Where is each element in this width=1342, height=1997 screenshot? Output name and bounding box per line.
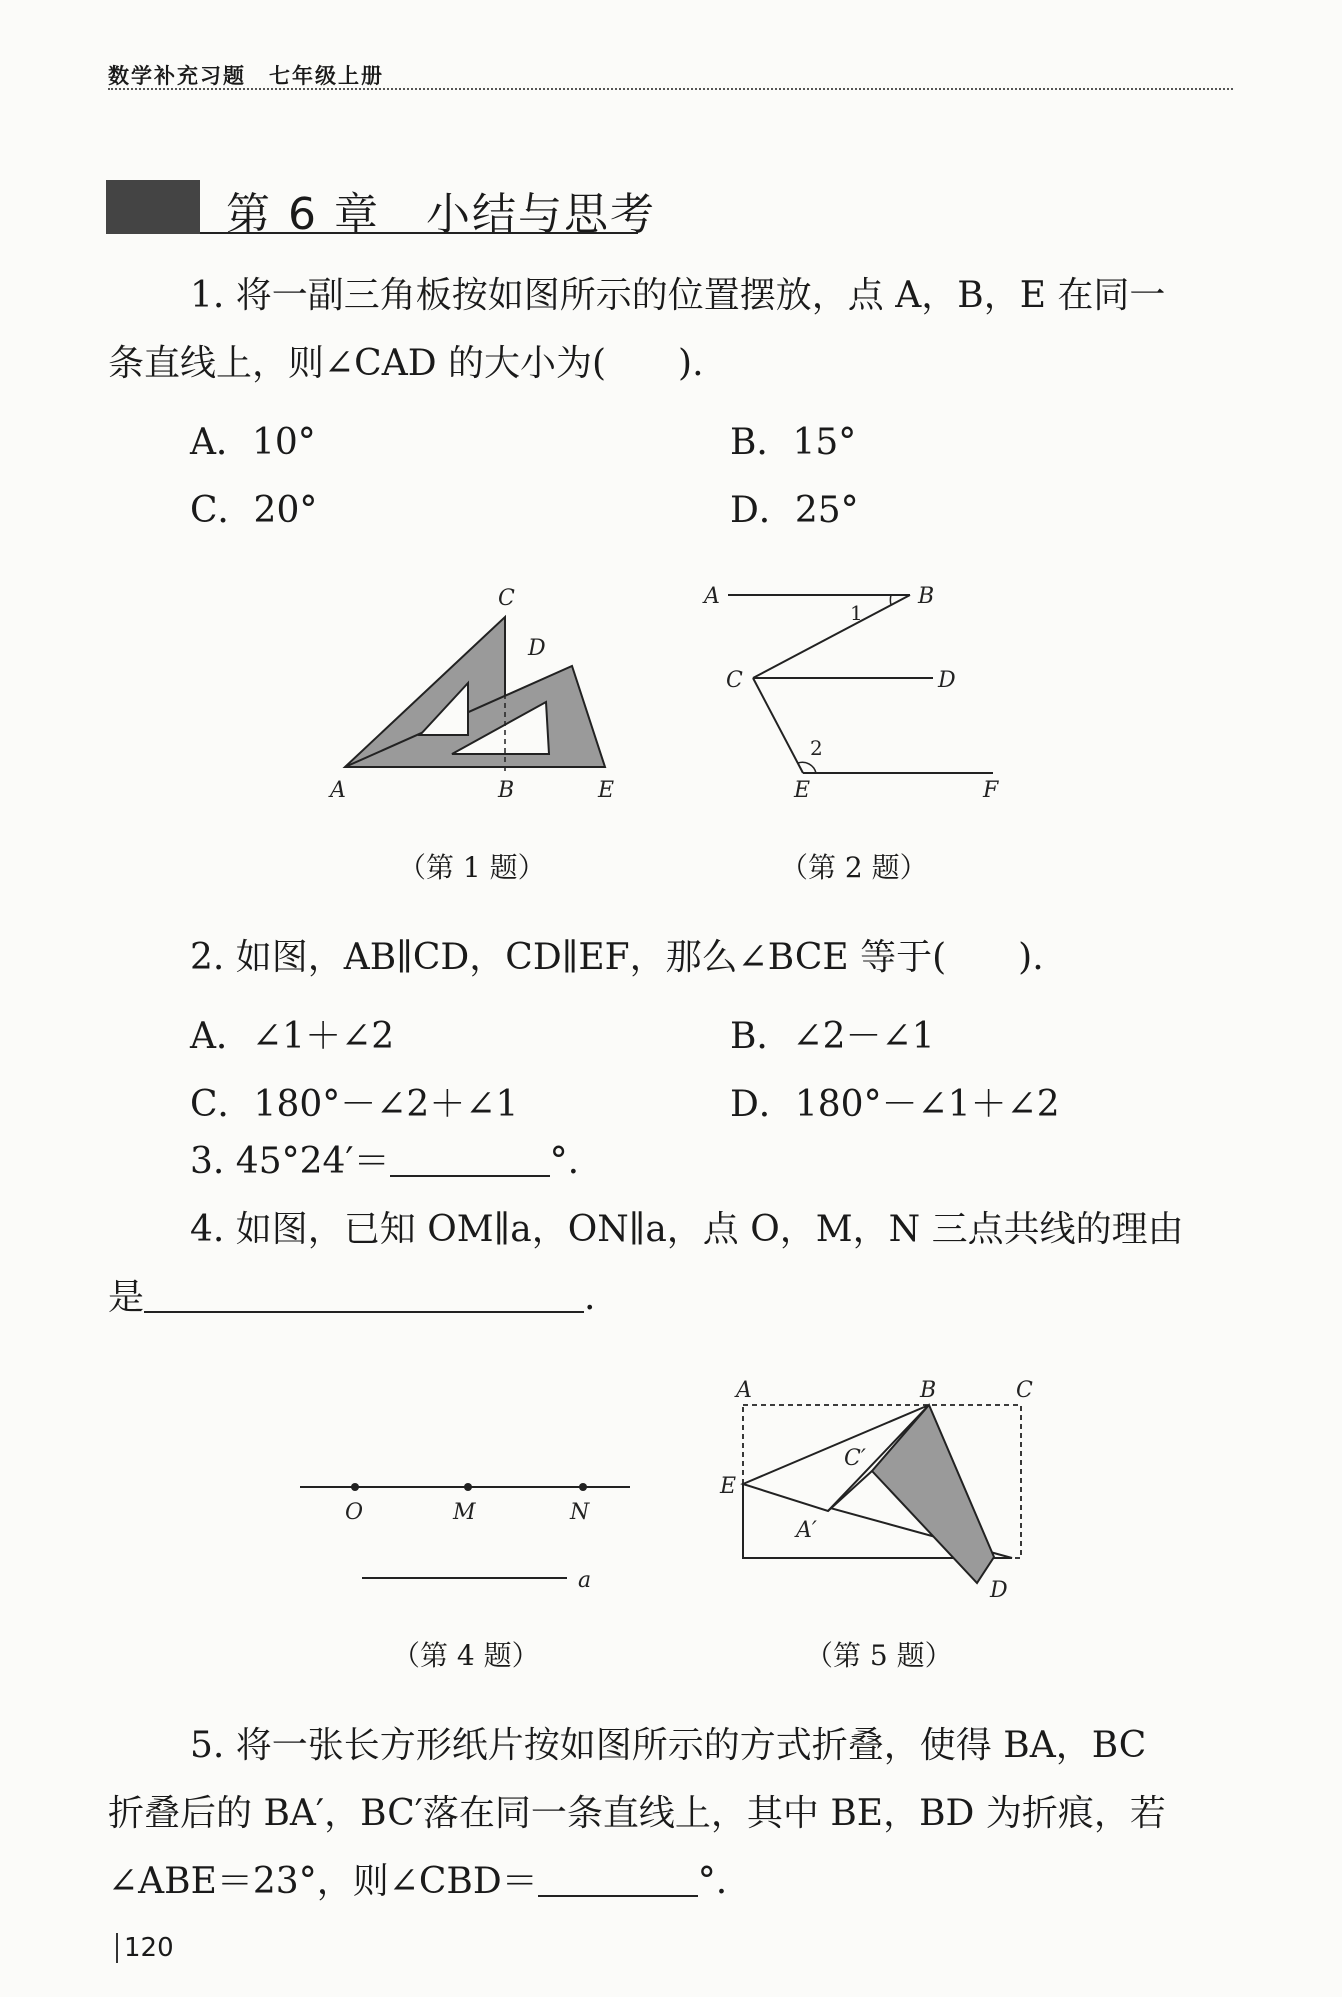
q3-answer-blank[interactable] <box>390 1145 550 1177</box>
fig2-label-e: E <box>794 778 811 803</box>
fig5-label-a: A <box>736 1378 752 1403</box>
figure-5-folded-rectangle <box>712 1375 1062 1615</box>
fig4-label-m: M <box>453 1500 476 1525</box>
q4-answer-blank[interactable] <box>144 1281 584 1313</box>
q1-option-d: D．25° <box>730 490 859 531</box>
running-header: 数学补充习题 七年级上册 <box>108 64 384 88</box>
q1-option-b: B．15° <box>730 422 857 463</box>
fig2-label-c: C <box>726 668 743 693</box>
fig1-label-a: A <box>330 778 346 803</box>
chapter-title: 第 6 章 小结与思考 <box>226 189 656 240</box>
fig5-label-c-prime: C′ <box>844 1446 866 1471</box>
q3-line <box>190 1141 580 1182</box>
fig1-label-c: C <box>498 586 515 611</box>
q2-option-b: B．∠2－∠1 <box>730 1016 935 1057</box>
fig5-label-d: D <box>990 1578 1008 1603</box>
q3-prefix: 3. 45°24′＝ <box>190 1141 390 1182</box>
chapter-marker-block <box>106 180 200 234</box>
figure-1-triangles <box>320 575 640 815</box>
chapter-underline <box>200 232 638 234</box>
fig2-label-b: B <box>918 584 935 609</box>
q5-line1: 5. 将一张长方形纸片按如图所示的方式折叠，使得 BA，BC <box>190 1725 1147 1766</box>
q5-answer-blank[interactable] <box>538 1865 698 1897</box>
q1-line1: 1. 将一副三角板按如图所示的位置摆放，点 A，B，E 在同一 <box>190 275 1166 316</box>
page-number: 120 <box>116 1933 174 1963</box>
q2-line1: 2. 如图，AB∥CD，CD∥EF，那么∠BCE 等于( ). <box>190 937 1044 978</box>
q2-option-d: D．180°－∠1＋∠2 <box>730 1084 1060 1125</box>
fig2-caption: （第 2 题） <box>780 851 928 884</box>
q5-line2: 折叠后的 BA′，BC′落在同一条直线上，其中 BE，BD 为折痕，若 <box>108 1793 1166 1834</box>
q1-line2: 条直线上，则∠CAD 的大小为( ). <box>108 343 704 384</box>
fig1-label-e: E <box>598 778 615 803</box>
fig4-label-n: N <box>570 1500 590 1525</box>
figure-2-parallel-lines <box>698 575 1018 815</box>
q1-option-a: A．10° <box>190 422 316 463</box>
q2-option-a: A．∠1＋∠2 <box>190 1016 395 1057</box>
q5-line3 <box>108 1861 728 1902</box>
q5-suffix: °. <box>697 1861 728 1902</box>
fig5-label-b: B <box>920 1378 937 1403</box>
fig4-label-a: a <box>578 1568 592 1593</box>
fig1-label-d: D <box>528 636 546 661</box>
q3-suffix: °. <box>549 1141 580 1182</box>
q4-suffix: . <box>584 1277 596 1318</box>
q4-line1: 4. 如图，已知 OM∥a，ON∥a，点 O，M，N 三点共线的理由 <box>190 1209 1184 1250</box>
fig2-label-f: F <box>983 778 999 803</box>
fig2-label-a: A <box>704 584 720 609</box>
q2-option-c: C．180°－∠2＋∠1 <box>190 1084 519 1125</box>
fig5-caption: （第 5 题） <box>805 1639 953 1672</box>
fig4-caption: （第 4 题） <box>392 1639 540 1672</box>
fig4-label-o: O <box>345 1500 364 1525</box>
q4-line2 <box>108 1277 596 1318</box>
q4-prefix: 是 <box>108 1277 145 1318</box>
fig5-label-a-prime: A′ <box>796 1518 817 1543</box>
header-divider <box>108 88 1233 90</box>
figure-4-collinear-points <box>290 1455 640 1605</box>
fig2-angle-2: 2 <box>810 736 823 760</box>
q5-prefix: ∠ABE＝23°，则∠CBD＝ <box>108 1861 538 1902</box>
fig1-label-b: B <box>498 778 515 803</box>
q1-option-c: C．20° <box>190 490 318 531</box>
fig2-angle-1: 1 <box>850 601 863 625</box>
fig5-label-c: C <box>1016 1378 1033 1403</box>
fig2-label-d: D <box>938 668 956 693</box>
fig5-label-e: E <box>720 1474 737 1499</box>
fig1-caption: （第 1 题） <box>398 851 546 884</box>
